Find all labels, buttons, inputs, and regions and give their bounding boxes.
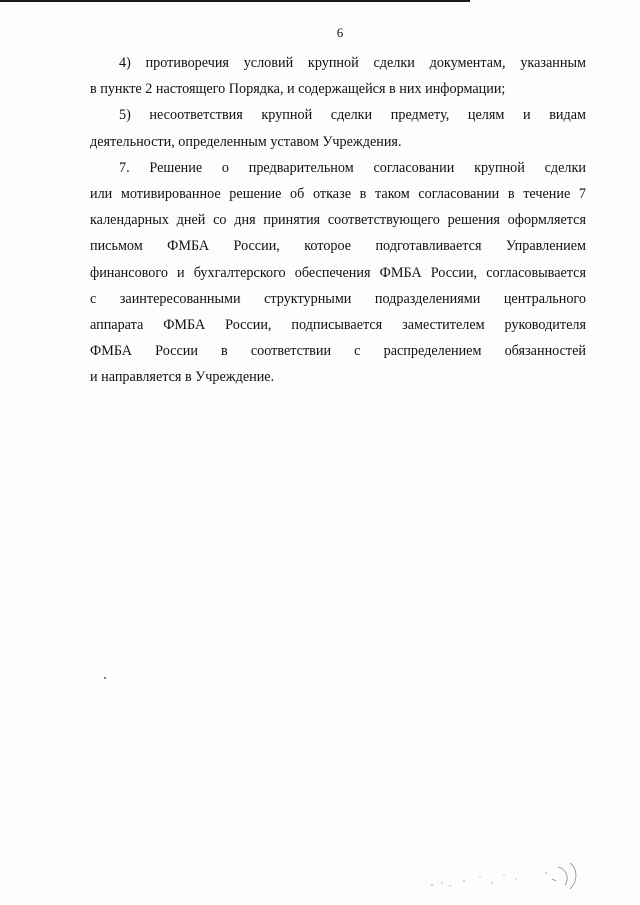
scan-speck — [104, 677, 106, 679]
paragraph-7-line-4: письмом ФМБА России, которое подготавливается Управлением — [90, 238, 586, 255]
paragraph-5-line-2: деятельности, определенным уставом Учреждения. — [90, 133, 402, 150]
page-number: 6 — [336, 25, 344, 40]
scan-top-edge — [0, 0, 470, 2]
paragraph-4-line-1: 4) противоречия условий крупной сделки документам, указанным — [119, 55, 586, 71]
paragraph-7-line-7: аппарата ФМБА России, подписывается заместителем руководителя — [90, 317, 586, 334]
paragraph-7-line-8: ФМБА России в соответствии с распределением обязанностей — [90, 343, 586, 360]
paragraph-5-line-1: 5) несоответствия крупной сделки предмету, целям и видам — [119, 107, 586, 124]
paragraph-7-line-5: финансового и бухгалтерского обеспечения ФМБА России, согласовывается — [90, 264, 586, 281]
paragraph-7-line-6: с заинтересованными структурными подразделениями центрального — [90, 290, 586, 307]
paragraph-4-line-2: в пункте 2 настоящего Порядка, и содержащейся в них информации; — [90, 81, 506, 98]
paragraph-7-line-9: и направляется в Учреждение. — [90, 369, 275, 386]
scan-noise-marks — [420, 855, 600, 895]
paragraph-7-line-3: календарных дней со дня принятия соответствующего решения оформляется — [90, 212, 586, 229]
paragraph-7-line-1: 7. Решение о предварительном согласовании крупной сделки — [119, 159, 586, 176]
paragraph-7-line-2: или мотивированное решение об отказе в таком согласовании в течение 7 — [90, 186, 586, 203]
document-body — [90, 50, 586, 391]
